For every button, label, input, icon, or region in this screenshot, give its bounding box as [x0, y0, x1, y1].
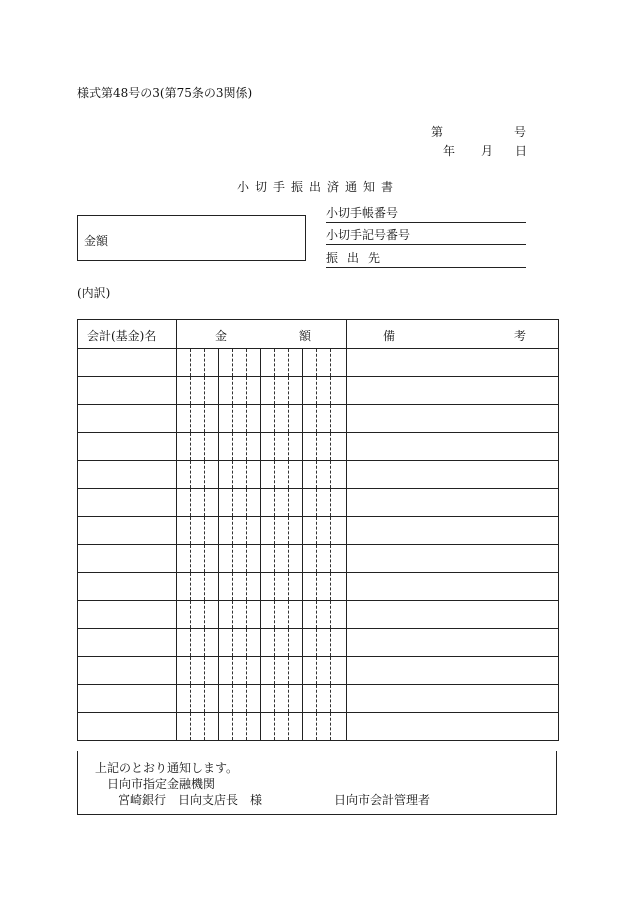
- date-year-label: 年: [443, 144, 456, 158]
- accounting-manager-signer: 日向市会計管理者: [334, 793, 431, 807]
- digit-divider-dashed: [204, 489, 205, 516]
- date-month-label: 月: [481, 144, 494, 158]
- digit-divider-dashed: [246, 461, 247, 488]
- digit-divider-dashed: [288, 713, 289, 740]
- digit-divider-dashed: [316, 461, 317, 488]
- note-cell: [347, 573, 559, 601]
- digit-divider-dashed: [316, 545, 317, 572]
- digit-divider-solid: [218, 461, 219, 488]
- digit-divider-solid: [218, 433, 219, 460]
- digit-divider-dashed: [316, 573, 317, 600]
- amount-cell: [177, 489, 347, 517]
- note-cell: [347, 685, 559, 713]
- check-symbol-number-label: 小切手記号番号: [326, 228, 411, 242]
- header-note: [347, 320, 559, 349]
- digit-divider-solid: [218, 713, 219, 740]
- digit-divider-dashed: [246, 489, 247, 516]
- digit-divider-dashed: [204, 377, 205, 404]
- digit-divider-solid: [260, 461, 261, 488]
- account-cell: [78, 489, 177, 517]
- digit-divider-dashed: [246, 685, 247, 712]
- table-row: [78, 685, 559, 713]
- digit-divider-dashed: [274, 517, 275, 544]
- digit-divider-solid: [260, 433, 261, 460]
- note-cell: [347, 517, 559, 545]
- payee-line: [326, 253, 526, 268]
- account-cell: [78, 349, 177, 377]
- digit-divider-dashed: [330, 517, 331, 544]
- designated-bank-label: 日向市指定金融機関: [107, 777, 216, 791]
- digit-divider-solid: [218, 545, 219, 572]
- header-note-right: 考: [514, 329, 527, 343]
- header-account-label: 会計(基金)名: [87, 329, 157, 343]
- table-row: [78, 377, 559, 405]
- digit-divider-solid: [218, 517, 219, 544]
- digit-divider-dashed: [316, 489, 317, 516]
- digit-divider-dashed: [316, 601, 317, 628]
- header-amount: [177, 320, 347, 349]
- note-cell: [347, 433, 559, 461]
- digit-divider-dashed: [274, 685, 275, 712]
- account-cell: [78, 461, 177, 489]
- digit-divider-dashed: [274, 573, 275, 600]
- breakdown-label: (内訳): [77, 286, 111, 300]
- digit-divider-dashed: [274, 349, 275, 376]
- digit-divider-dashed: [246, 545, 247, 572]
- digit-divider-dashed: [316, 517, 317, 544]
- checkbook-number-label: 小切手帳番号: [326, 206, 399, 220]
- table-row: [78, 545, 559, 573]
- digit-divider-dashed: [330, 657, 331, 684]
- digit-divider-dashed: [204, 433, 205, 460]
- digit-divider-solid: [218, 601, 219, 628]
- digit-divider-dashed: [316, 405, 317, 432]
- digit-divider-dashed: [288, 405, 289, 432]
- amount-cell: [177, 517, 347, 545]
- digit-divider-dashed: [330, 685, 331, 712]
- digit-divider-dashed: [246, 601, 247, 628]
- digit-divider-solid: [260, 657, 261, 684]
- header-account: [78, 320, 177, 349]
- digit-divider-solid: [260, 377, 261, 404]
- digit-divider-dashed: [204, 629, 205, 656]
- digit-divider-solid: [218, 629, 219, 656]
- digit-divider-dashed: [330, 573, 331, 600]
- document-number-suffix: 号: [514, 125, 527, 139]
- note-cell: [347, 349, 559, 377]
- digit-divider-solid: [218, 405, 219, 432]
- digit-divider-dashed: [204, 405, 205, 432]
- digit-divider-dashed: [232, 405, 233, 432]
- digit-divider-solid: [260, 573, 261, 600]
- digit-divider-dashed: [330, 601, 331, 628]
- amount-cell: [177, 657, 347, 685]
- digit-divider-dashed: [232, 461, 233, 488]
- amount-cell: [177, 433, 347, 461]
- note-cell: [347, 461, 559, 489]
- digit-divider-dashed: [274, 377, 275, 404]
- digit-divider-dashed: [232, 517, 233, 544]
- account-cell: [78, 517, 177, 545]
- table-row: [78, 601, 559, 629]
- digit-divider-solid: [302, 517, 303, 544]
- payee-label: 振出先: [326, 251, 390, 265]
- digit-divider-dashed: [316, 433, 317, 460]
- digit-divider-dashed: [190, 461, 191, 488]
- date-day-label: 日: [515, 144, 528, 158]
- digit-divider-dashed: [190, 405, 191, 432]
- digit-divider-solid: [302, 377, 303, 404]
- digit-divider-dashed: [330, 629, 331, 656]
- digit-divider-dashed: [232, 433, 233, 460]
- note-cell: [347, 405, 559, 433]
- digit-divider-dashed: [246, 713, 247, 740]
- digit-divider-dashed: [288, 377, 289, 404]
- digit-divider-dashed: [204, 657, 205, 684]
- digit-divider-solid: [260, 405, 261, 432]
- digit-divider-dashed: [232, 573, 233, 600]
- amount-cell: [177, 545, 347, 573]
- digit-divider-dashed: [288, 573, 289, 600]
- digit-divider-dashed: [288, 657, 289, 684]
- digit-divider-dashed: [232, 657, 233, 684]
- digit-divider-dashed: [246, 573, 247, 600]
- digit-divider-dashed: [330, 545, 331, 572]
- digit-divider-dashed: [316, 377, 317, 404]
- digit-divider-solid: [260, 685, 261, 712]
- document-number-prefix: 第: [431, 125, 444, 139]
- digit-divider-dashed: [330, 713, 331, 740]
- digit-divider-dashed: [232, 629, 233, 656]
- digit-divider-dashed: [246, 657, 247, 684]
- digit-divider-dashed: [232, 377, 233, 404]
- table-row: [78, 405, 559, 433]
- digit-divider-dashed: [288, 349, 289, 376]
- digit-divider-dashed: [330, 349, 331, 376]
- digit-divider-dashed: [246, 629, 247, 656]
- digit-divider-dashed: [288, 433, 289, 460]
- account-cell: [78, 377, 177, 405]
- notice-footer: [77, 751, 557, 815]
- table-row: [78, 461, 559, 489]
- digit-divider-dashed: [274, 405, 275, 432]
- digit-divider-dashed: [316, 629, 317, 656]
- digit-divider-solid: [218, 685, 219, 712]
- check-symbol-number-line: [326, 230, 526, 245]
- table-header-row: [78, 320, 559, 349]
- digit-divider-dashed: [316, 713, 317, 740]
- digit-divider-solid: [302, 405, 303, 432]
- amount-cell: [177, 685, 347, 713]
- digit-divider-dashed: [190, 433, 191, 460]
- note-cell: [347, 601, 559, 629]
- digit-divider-dashed: [316, 685, 317, 712]
- breakdown-table: [77, 319, 559, 741]
- digit-divider-dashed: [190, 517, 191, 544]
- digit-divider-dashed: [204, 349, 205, 376]
- digit-divider-dashed: [190, 349, 191, 376]
- digit-divider-dashed: [190, 657, 191, 684]
- digit-divider-solid: [302, 629, 303, 656]
- note-cell: [347, 629, 559, 657]
- note-cell: [347, 489, 559, 517]
- amount-cell: [177, 601, 347, 629]
- amount-cell: [177, 629, 347, 657]
- digit-divider-solid: [302, 545, 303, 572]
- digit-divider-dashed: [246, 517, 247, 544]
- digit-divider-dashed: [246, 405, 247, 432]
- digit-divider-dashed: [232, 601, 233, 628]
- table-row: [78, 349, 559, 377]
- header-note-left: 備: [383, 329, 396, 343]
- digit-divider-dashed: [288, 685, 289, 712]
- amount-label: 金額: [84, 234, 109, 248]
- digit-divider-dashed: [246, 433, 247, 460]
- digit-divider-solid: [302, 349, 303, 376]
- digit-divider-dashed: [204, 573, 205, 600]
- digit-divider-dashed: [232, 349, 233, 376]
- checkbook-number-line: [326, 208, 526, 223]
- table-row: [78, 713, 559, 741]
- account-cell: [78, 685, 177, 713]
- digit-divider-dashed: [204, 461, 205, 488]
- account-cell: [78, 545, 177, 573]
- digit-divider-dashed: [190, 377, 191, 404]
- note-cell: [347, 713, 559, 741]
- digit-divider-solid: [302, 713, 303, 740]
- table-row: [78, 629, 559, 657]
- digit-divider-dashed: [330, 461, 331, 488]
- header-amount-left: 金: [215, 329, 228, 343]
- form-number-label: 様式第48号の3(第75条の3関係): [77, 86, 253, 100]
- note-cell: [347, 545, 559, 573]
- digit-divider-dashed: [288, 489, 289, 516]
- digit-divider-dashed: [288, 545, 289, 572]
- table-row: [78, 517, 559, 545]
- digit-divider-solid: [260, 489, 261, 516]
- digit-divider-dashed: [274, 489, 275, 516]
- amount-cell: [177, 461, 347, 489]
- amount-cell: [177, 405, 347, 433]
- digit-divider-dashed: [232, 713, 233, 740]
- account-cell: [78, 629, 177, 657]
- amount-box: [77, 215, 306, 261]
- digit-divider-dashed: [274, 601, 275, 628]
- digit-divider-dashed: [232, 545, 233, 572]
- digit-divider-dashed: [288, 517, 289, 544]
- digit-divider-dashed: [204, 517, 205, 544]
- amount-cell: [177, 377, 347, 405]
- digit-divider-solid: [302, 489, 303, 516]
- digit-divider-dashed: [190, 629, 191, 656]
- document-title: 小切手振出済通知書: [237, 180, 400, 194]
- digit-divider-solid: [302, 573, 303, 600]
- digit-divider-solid: [260, 349, 261, 376]
- account-cell: [78, 657, 177, 685]
- header-amount-right: 額: [299, 329, 312, 343]
- digit-divider-dashed: [232, 489, 233, 516]
- digit-divider-dashed: [204, 601, 205, 628]
- digit-divider-solid: [260, 517, 261, 544]
- table-row: [78, 489, 559, 517]
- note-cell: [347, 377, 559, 405]
- table-row: [78, 433, 559, 461]
- amount-cell: [177, 349, 347, 377]
- digit-divider-dashed: [274, 713, 275, 740]
- digit-divider-dashed: [190, 685, 191, 712]
- notice-statement: 上記のとおり通知します。: [95, 761, 239, 775]
- digit-divider-dashed: [190, 601, 191, 628]
- digit-divider-dashed: [274, 629, 275, 656]
- digit-divider-solid: [260, 601, 261, 628]
- digit-divider-solid: [302, 657, 303, 684]
- digit-divider-solid: [218, 573, 219, 600]
- digit-divider-dashed: [274, 461, 275, 488]
- digit-divider-solid: [218, 377, 219, 404]
- digit-divider-solid: [302, 601, 303, 628]
- digit-divider-dashed: [246, 349, 247, 376]
- digit-divider-dashed: [190, 489, 191, 516]
- digit-divider-dashed: [246, 377, 247, 404]
- amount-cell: [177, 713, 347, 741]
- digit-divider-dashed: [204, 685, 205, 712]
- account-cell: [78, 433, 177, 461]
- account-cell: [78, 573, 177, 601]
- digit-divider-dashed: [330, 433, 331, 460]
- digit-divider-solid: [260, 545, 261, 572]
- digit-divider-solid: [218, 349, 219, 376]
- digit-divider-solid: [302, 433, 303, 460]
- digit-divider-dashed: [190, 545, 191, 572]
- account-cell: [78, 713, 177, 741]
- table-row: [78, 573, 559, 601]
- digit-divider-dashed: [316, 349, 317, 376]
- digit-divider-dashed: [330, 489, 331, 516]
- digit-divider-solid: [218, 657, 219, 684]
- bank-branch-addressee: 宮崎銀行 日向支店長 様: [118, 793, 263, 807]
- digit-divider-dashed: [204, 713, 205, 740]
- digit-divider-dashed: [274, 657, 275, 684]
- digit-divider-dashed: [190, 713, 191, 740]
- digit-divider-dashed: [330, 377, 331, 404]
- account-cell: [78, 601, 177, 629]
- table-row: [78, 657, 559, 685]
- digit-divider-solid: [260, 629, 261, 656]
- digit-divider-dashed: [288, 601, 289, 628]
- digit-divider-dashed: [274, 433, 275, 460]
- digit-divider-dashed: [190, 573, 191, 600]
- digit-divider-dashed: [288, 461, 289, 488]
- digit-divider-solid: [302, 461, 303, 488]
- digit-divider-dashed: [274, 545, 275, 572]
- digit-divider-solid: [302, 685, 303, 712]
- digit-divider-dashed: [288, 629, 289, 656]
- digit-divider-dashed: [316, 657, 317, 684]
- note-cell: [347, 657, 559, 685]
- amount-cell: [177, 573, 347, 601]
- digit-divider-dashed: [232, 685, 233, 712]
- account-cell: [78, 405, 177, 433]
- digit-divider-dashed: [330, 405, 331, 432]
- digit-divider-dashed: [204, 545, 205, 572]
- digit-divider-solid: [218, 489, 219, 516]
- digit-divider-solid: [260, 713, 261, 740]
